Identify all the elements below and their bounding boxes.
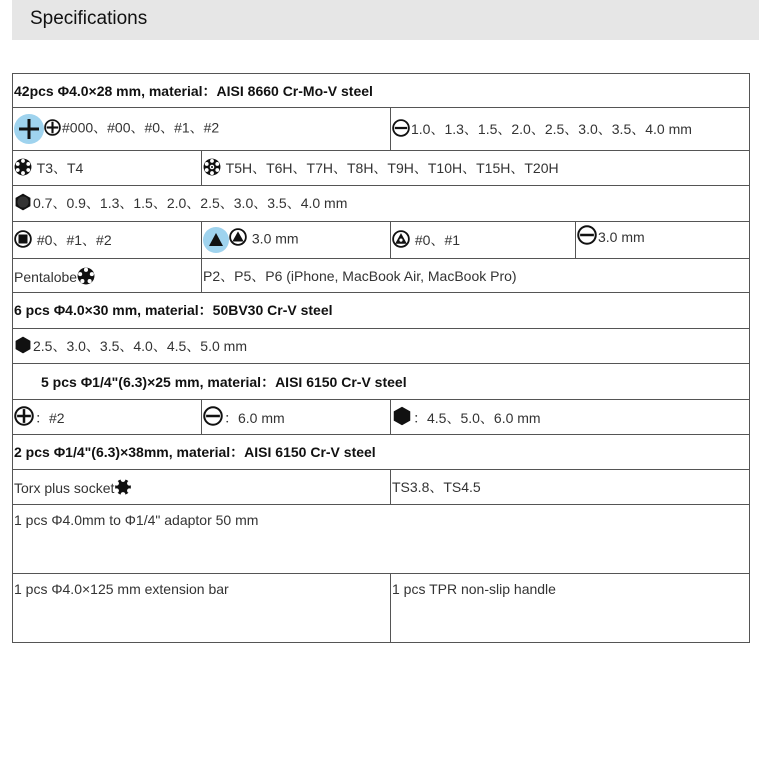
phillips-sizes: #000、#00、#0、#1、#2 [62,119,220,136]
table-row [13,470,750,505]
triangle-cell [202,221,391,258]
slot2-sizes: ：6.0 mm [224,410,285,427]
phillips-icon [14,406,34,426]
square-sizes: #0、#1、#2 [36,231,112,248]
table-row [13,400,750,434]
torx-security-sizes: T5H、T6H、T7H、T8H、T9H、T10H、T15H、T20H [225,159,559,176]
square-icon [14,230,32,248]
table-row [13,221,750,258]
torx-plus-icon [114,478,132,496]
pentalobe-icon [77,267,95,285]
page-title: Specifications [30,8,148,29]
slotted-icon [392,119,410,137]
hex-cell [13,186,750,221]
slot2-cell [202,400,391,434]
pentalobe-label: Pentalobe [14,268,78,285]
table-row [13,293,750,328]
slotted-cell [391,108,750,150]
table-row [13,74,750,108]
slotted-sizes: 1.0、1.3、1.5、2.0、2.5、3.0、3.5、4.0 mm [411,121,692,138]
table-row [13,434,750,469]
tri-wing-cell [391,221,576,258]
pentalobe-values-cell: P2、P5、P6 (iPhone, MacBook Air, MacBook Pro) [202,258,750,292]
pentalobe-label-cell [13,258,202,292]
triangle-sizes: 3.0 mm [251,230,299,247]
hex-icon [392,406,412,426]
hex2-cell [13,328,750,363]
section-6pcs-bits: 6 pcs Φ4.0×30 mm, material：50BV30 Cr-V steel [13,293,750,328]
ph2-sizes: ：#2 [35,410,65,427]
adaptor-cell: 1 pcs Φ4.0mm to Φ1/4" adaptor 50 mm [13,505,750,574]
torx-cell [13,150,202,185]
table-row [13,505,750,574]
specifications-header [12,0,759,40]
tri-wing-sizes: #0、#1 [414,231,461,248]
hex3-cell [391,400,750,434]
slotted-icon [577,225,597,245]
hex-icon [14,336,32,354]
section-5pcs-bits: 5 pcs Φ1/4"(6.3)×25 mm, material：AISI 6150 Cr-V steel [13,363,750,399]
round-slot-sizes: 3.0 mm [598,228,645,245]
specifications-table [12,73,750,643]
table-row [13,108,750,150]
torx-security-cell [202,150,750,185]
table-row [13,186,750,221]
triangle-icon [229,228,247,246]
square-cell [13,221,202,258]
phillips-large-icon [14,114,44,144]
hex3-sizes: ：4.5、5.0、6.0 mm [413,410,541,427]
torx-sizes: T3、T4 [36,159,84,176]
torx-security-icon [203,158,221,176]
handle-cell: 1 pcs TPR non-slip handle [391,574,750,643]
tri-wing-icon [392,230,410,248]
torx-plus-values-cell: TS3.8、TS4.5 [391,470,750,505]
round-slot-cell [576,221,750,258]
table-row [13,363,750,399]
torx-plus-label-cell [13,470,391,505]
phillips-cell [13,108,391,150]
table-row [13,150,750,185]
section-2pcs-sockets: 2 pcs Φ1/4"(6.3)×38mm, material：AISI 6150 Cr-V steel [13,434,750,469]
ph2-cell [13,400,202,434]
extension-bar-cell: 1 pcs Φ4.0×125 mm extension bar [13,574,391,643]
torx-icon [14,158,32,176]
hex-sizes: 0.7、0.9、1.3、1.5、2.0、2.5、3.0、3.5、4.0 mm [33,195,348,212]
table-row [13,258,750,292]
table-row [13,574,750,643]
phillips-icon [44,119,61,136]
hex-icon [14,193,32,211]
table-row [13,328,750,363]
hex2-sizes: 2.5、3.0、3.5、4.0、4.5、5.0 mm [33,337,247,354]
section-42pcs-bits: 42pcs Φ4.0×28 mm, material：AISI 8660 Cr-Mo-V steel [13,74,750,108]
triangle-large-icon [203,227,229,253]
torx-plus-label: Torx plus socket [14,480,115,497]
slotted-icon [203,406,223,426]
